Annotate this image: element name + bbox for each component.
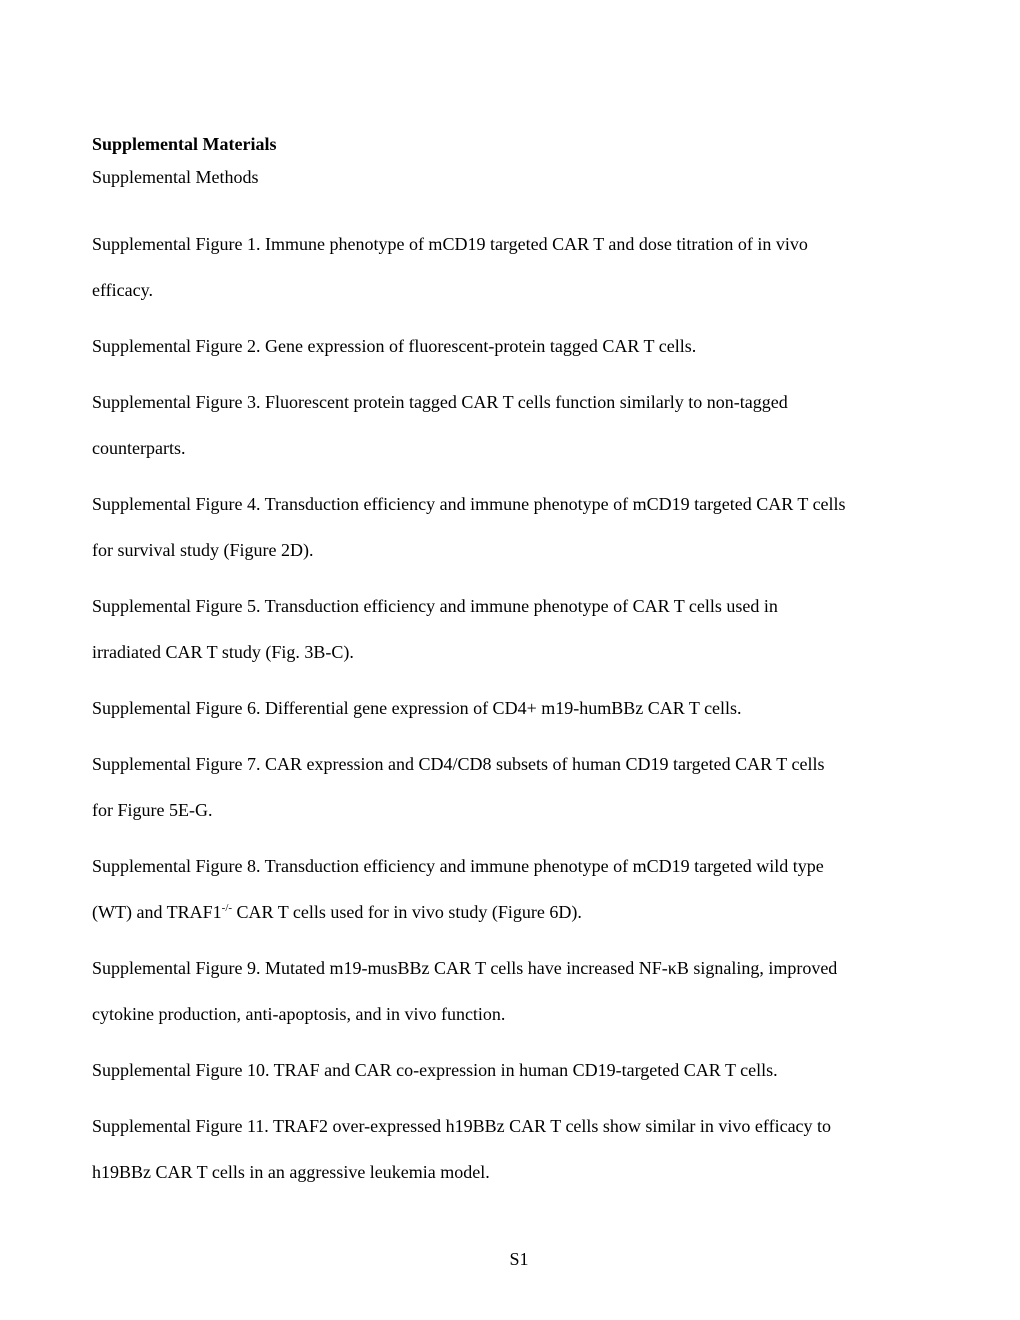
figure-caption-11 (92, 1103, 942, 1195)
figure-caption-4 (92, 481, 942, 573)
caption-line: efficacy. (92, 280, 153, 300)
caption-line: Supplemental Figure 7. CAR expression and CD4/CD8 subsets of human CD19 targeted CAR T cells (92, 754, 825, 774)
caption-text: CAR T cells used for in vivo study (Figure 6D). (232, 902, 582, 922)
figure-caption-9 (92, 945, 942, 1037)
genotype-superscript: -/- (221, 902, 233, 914)
caption-line: Supplemental Figure 2. Gene expression of fluorescent-protein tagged CAR T cells. (92, 336, 697, 356)
caption-line: Supplemental Figure 10. TRAF and CAR co-expression in human CD19-targeted CAR T cells. (92, 1060, 778, 1080)
caption-text: (WT) and TRAF1 (92, 902, 222, 922)
caption-line: h19BBz CAR T cells in an aggressive leukemia model. (92, 1162, 490, 1182)
caption-line: Supplemental Figure 5. Transduction efficiency and immune phenotype of CAR T cells used in (92, 596, 778, 616)
caption-line: Supplemental Figure 3. Fluorescent protein tagged CAR T cells function similarly to non-tagged (92, 392, 788, 412)
page-number: S1 (509, 1249, 529, 1269)
caption-line: Supplemental Figure 9. Mutated m19-musBBz CAR T cells have increased NF-κB signaling, improved (92, 958, 838, 978)
section-heading: Supplemental Materials (92, 134, 277, 154)
figure-caption-6 (92, 685, 942, 731)
figure-caption-8 (92, 843, 942, 935)
figure-caption-2 (92, 323, 942, 369)
supplemental-methods-entry: Supplemental Methods (92, 167, 259, 187)
figure-caption-7 (92, 741, 942, 833)
caption-line: for Figure 5E-G. (92, 800, 213, 820)
caption-line: for survival study (Figure 2D). (92, 540, 314, 560)
figure-caption-list (92, 221, 942, 1205)
caption-line: cytokine production, anti-apoptosis, and in vivo function. (92, 1004, 506, 1024)
caption-line: counterparts. (92, 438, 186, 458)
caption-line: Supplemental Figure 1. Immune phenotype of mCD19 targeted CAR T and dose titration of in vivo (92, 234, 808, 254)
figure-caption-3 (92, 379, 942, 471)
figure-caption-5 (92, 583, 942, 675)
caption-line: Supplemental Figure 8. Transduction efficiency and immune phenotype of mCD19 targeted wild type (92, 856, 824, 876)
caption-line: Supplemental Figure 4. Transduction efficiency and immune phenotype of mCD19 targeted CAR T cells (92, 494, 846, 514)
caption-line: Supplemental Figure 11. TRAF2 over-expressed h19BBz CAR T cells show similar in vivo efficacy to (92, 1116, 832, 1136)
figure-caption-10 (92, 1047, 942, 1093)
caption-line: Supplemental Figure 6. Differential gene expression of CD4+ m19-humBBz CAR T cells. (92, 698, 742, 718)
figure-caption-1 (92, 221, 942, 313)
caption-line-with-superscript (92, 889, 942, 935)
caption-line: irradiated CAR T study (Fig. 3B-C). (92, 642, 354, 662)
